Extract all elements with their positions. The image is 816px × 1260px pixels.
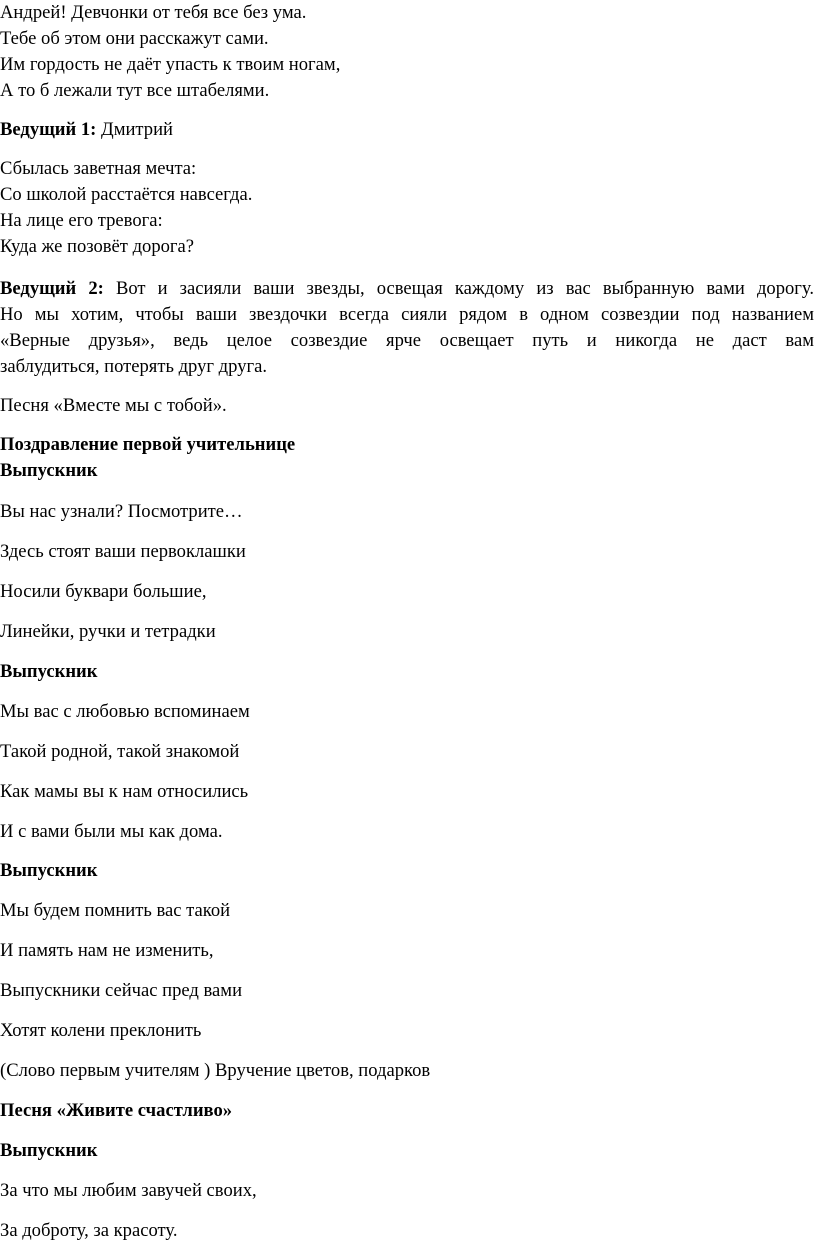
poem-line: Выпускники сейчас пред вами (0, 980, 243, 1001)
poem-line: А то б лежали тут все штабелями. (0, 80, 270, 101)
speaker-line (0, 117, 173, 143)
poem-line: Им гордость не даёт упасть к твоим ногам, (0, 54, 341, 75)
poem-line: Тебе об этом они расскажут сами. (0, 28, 269, 49)
section-title: Поздравление первой учительнице (0, 434, 296, 455)
speaker-heading: Выпускник (0, 460, 98, 481)
paragraph-line: «Верные друзья», ведь целое созвездие ярче освещает путь и никогда не даст вам (0, 330, 814, 351)
paragraph-line: Ведущий 2: Вот и засияли ваши звезды, освещая каждому из вас выбранную вами дорогу. (0, 278, 815, 299)
speaker-name: Дмитрий (96, 119, 173, 140)
poem-line: Вы нас узнали? Посмотрите… (0, 501, 243, 522)
poem-line: На лице его тревога: (0, 210, 163, 231)
speaker-heading: Выпускник (0, 1140, 98, 1161)
poem-line: Как мамы вы к нам относились (0, 781, 249, 802)
speaker-role: Ведущий 2: (0, 278, 104, 299)
poem-line: И память нам не изменить, (0, 940, 214, 961)
poem-line: Такой родной, такой знакомой (0, 741, 240, 762)
poem-line: Мы вас с любовью вспоминаем (0, 701, 250, 722)
poem-line: Хотят колени преклонить (0, 1020, 202, 1041)
poem-line: Со школой расстаётся навсегда. (0, 184, 253, 205)
poem-line: За что мы любим завучей своих, (0, 1180, 257, 1201)
song-heading: Песня «Живите счастливо» (0, 1100, 233, 1121)
song-line: Песня «Вместе мы с тобой». (0, 395, 227, 416)
paragraph-line: Но мы хотим, чтобы ваши звездочки всегда сияли рядом в одном созвездии под названием (0, 304, 814, 325)
poem-line: Носили буквари большие, (0, 581, 207, 602)
stage-note: (Слово первым учителям ) Вручение цветов, подарков (0, 1060, 431, 1081)
speaker-heading: Выпускник (0, 860, 98, 881)
poem-line: Мы будем помнить вас такой (0, 900, 231, 921)
speaker-role: Ведущий 1: (0, 119, 97, 140)
poem-line: Здесь стоят ваши первоклашки (0, 541, 246, 562)
poem-line: Сбылась заветная мечта: (0, 158, 197, 179)
speaker-heading: Выпускник (0, 661, 98, 682)
poem-line: Куда же позовёт дорога? (0, 236, 195, 257)
poem-line: И с вами были мы как дома. (0, 821, 223, 842)
poem-line: За доброту, за красоту. (0, 1220, 178, 1241)
poem-line: Андрей! Девчонки от тебя все без ума. (0, 2, 307, 23)
poem-line: Линейки, ручки и тетрадки (0, 621, 216, 642)
paragraph-line: заблудиться, потерять друг друга. (0, 356, 268, 377)
